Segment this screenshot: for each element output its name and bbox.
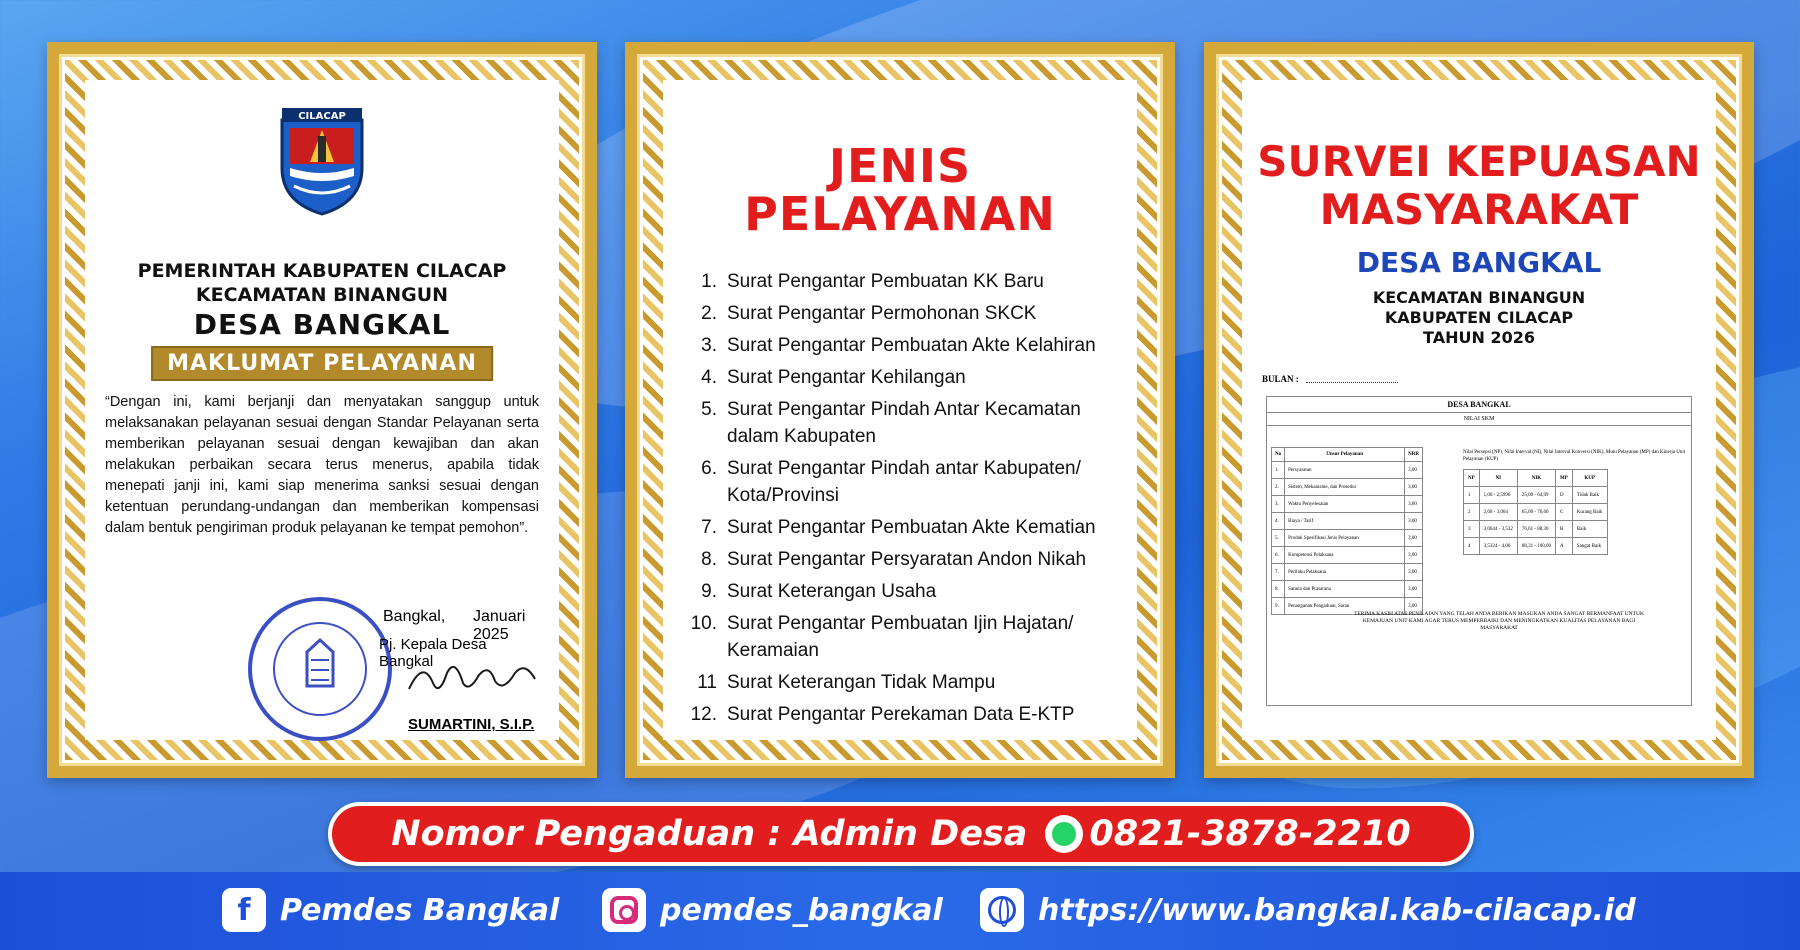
list-item <box>683 332 1119 359</box>
list-number: 11 <box>697 672 717 693</box>
cell-no: 4. <box>1272 513 1285 530</box>
instagram-icon <box>602 888 646 932</box>
cell: 4 <box>1464 538 1480 555</box>
list-number: 8. <box>701 549 717 570</box>
gov-line-regency: PEMERINTAH KABUPATEN CILACAP <box>137 260 507 282</box>
table-header-row <box>1272 448 1423 462</box>
survey-region <box>1260 288 1698 348</box>
table-row <box>1464 538 1608 555</box>
list-item <box>683 546 1119 573</box>
sign-role: Pj. Kepala Desa Bangkal <box>379 636 487 670</box>
globe-icon <box>980 888 1024 932</box>
column-header: NI <box>1479 470 1517 487</box>
cell-no: 7. <box>1272 564 1285 581</box>
table-row <box>1272 581 1423 598</box>
list-number: 5. <box>701 399 717 420</box>
cell: Tidak Baik <box>1572 487 1607 504</box>
service-label: Surat Pengantar Pembuatan KK Baru <box>727 271 1044 292</box>
table-row <box>1464 521 1608 538</box>
thank-you-note: TERIMA KASIH ATAS PENILAIAN YANG TELAH ANDA BERIKAN MASUKAN ANDA SANGAT BERMANFAAT UNTUK KEMAJUAN UNIT KAMI AGAR TERUS MEMPERBAIKI DAN MENINGKATKAN KUALITAS PELAYANAN BAGI MASYARAKAT <box>1354 611 1644 631</box>
table-row <box>1464 504 1608 521</box>
table-row <box>1272 462 1423 479</box>
services-title <box>681 139 1119 241</box>
cell: 25,00 - 64,99 <box>1517 487 1555 504</box>
service-label: Surat Pengantar Permohonan SKCK <box>727 303 1037 324</box>
services-title-line2: PELAYANAN <box>744 187 1056 241</box>
cell: 76,61 - 88,30 <box>1517 521 1555 538</box>
list-number: 7. <box>701 517 717 538</box>
table-header-row <box>1464 470 1608 487</box>
survey-regency: KABUPATEN CILACAP <box>1384 308 1574 327</box>
skm-table <box>1271 447 1423 615</box>
list-number: 3. <box>701 335 717 356</box>
cell-unsur: Biaya / Tarif <box>1285 513 1405 530</box>
cell: 88,31 - 100,00 <box>1517 538 1555 555</box>
service-label: Surat Pengantar Pembuatan Ijin Hajatan/ Keramaian <box>727 613 1074 661</box>
cell-no: 8. <box>1272 581 1285 598</box>
list-item <box>683 300 1119 327</box>
service-label: Surat Keterangan Tidak Mampu <box>727 672 996 693</box>
list-item <box>683 514 1119 541</box>
list-item <box>683 396 1119 450</box>
list-item <box>683 578 1119 605</box>
survey-district: KECAMATAN BINANGUN <box>1372 288 1586 307</box>
cell: 65,00 - 76,60 <box>1517 504 1555 521</box>
cell: Sangat Baik <box>1572 538 1607 555</box>
column-header: KUP <box>1572 470 1607 487</box>
cell: 1 <box>1464 487 1480 504</box>
service-label: Surat Pengantar Perekaman Data E-KTP <box>727 704 1075 725</box>
cell-nrr: 3,00 <box>1405 479 1423 496</box>
services-list <box>683 268 1119 733</box>
cell: Baik <box>1572 521 1607 538</box>
cell: 3,0644 - 3,532 <box>1479 521 1517 538</box>
complaint-banner <box>328 802 1474 866</box>
list-item <box>683 455 1119 509</box>
survey-title-line1: SURVEI KEPUASAN <box>1257 137 1701 186</box>
cell-no: 6. <box>1272 547 1285 564</box>
list-item <box>683 701 1119 728</box>
survey-panel <box>1204 42 1754 778</box>
survey-village: DESA BANGKAL <box>1356 246 1602 279</box>
facebook-label: Pemdes Bangkal <box>280 892 560 928</box>
skm-document <box>1266 396 1692 706</box>
cell: 1,00 - 2,5996 <box>1479 487 1517 504</box>
skm-subtitle: NILAI SKM <box>1267 413 1691 426</box>
sign-date: Januari 2025 <box>473 608 526 643</box>
cell-nrr: 3,00 <box>1405 496 1423 513</box>
cell-unsur: Perilaku Pelaksana <box>1285 564 1405 581</box>
services-title-line1: JENIS <box>828 139 972 193</box>
cell: 2 <box>1464 504 1480 521</box>
signature-icon <box>403 653 543 703</box>
column-header: NP <box>1464 470 1480 487</box>
cell: D <box>1556 487 1573 504</box>
cell-no: 1. <box>1272 462 1285 479</box>
survey-year: TAHUN 2026 <box>1423 328 1535 347</box>
table-row <box>1272 530 1423 547</box>
cell-unsur: Kompetensi Pelaksana <box>1285 547 1405 564</box>
skm-title: DESA BANGKAL <box>1267 397 1691 413</box>
service-label: Surat Keterangan Usaha <box>727 581 937 602</box>
maklumat-panel <box>47 42 597 778</box>
cell-nrr: 3,00 <box>1405 513 1423 530</box>
column-header: NRR <box>1405 448 1423 462</box>
website-label: https://www.bangkal.kab-cilacap.id <box>1038 892 1636 928</box>
list-item <box>683 268 1119 295</box>
logo-text: CILACAP <box>298 111 346 122</box>
instagram-label: pemdes_bangkal <box>660 892 943 928</box>
list-item <box>683 364 1119 391</box>
table-row <box>1272 513 1423 530</box>
cell-unsur: Waktu Penyelesaian <box>1285 496 1405 513</box>
website-link[interactable] <box>980 888 1636 932</box>
column-header: Unsur Pelayanan <box>1285 448 1405 462</box>
services-panel <box>625 42 1175 778</box>
service-label: Surat Pengantar Pindah antar Kabupaten/ Kota/Provinsi <box>727 458 1081 506</box>
cell-nrr: 3,00 <box>1405 462 1423 479</box>
cell-unsur: Produk Spesifikasi Jenis Pelayanan <box>1285 530 1405 547</box>
list-number: 4. <box>701 367 717 388</box>
column-header: MP <box>1556 470 1573 487</box>
whatsapp-icon <box>1045 815 1083 853</box>
month-label: BULAN : <box>1262 374 1299 384</box>
list-number: 6. <box>701 458 717 479</box>
list-number: 1. <box>701 271 717 292</box>
list-number: 10. <box>690 613 717 634</box>
cell-unsur: Penanganan Pengaduan, Saran <box>1285 598 1405 615</box>
signatory-name: SUMARTINI, S.I.P. <box>408 716 535 733</box>
interval-table <box>1463 469 1608 555</box>
cell-unsur: Sistem, Mekanisme, dan Prosedur <box>1285 479 1405 496</box>
cell: 2,60 - 3,064 <box>1479 504 1517 521</box>
cell-nrr: 3,00 <box>1405 547 1423 564</box>
service-label: Surat Pengantar Pembuatan Akte Kelahiran <box>727 335 1096 356</box>
cell-no: 9. <box>1272 598 1285 615</box>
service-label: Surat Pengantar Pembuatan Akte Kematian <box>727 517 1096 538</box>
column-header: No <box>1272 448 1285 462</box>
cell: B <box>1556 521 1573 538</box>
table-row <box>1272 496 1423 513</box>
cell: A <box>1556 538 1573 555</box>
service-label: Surat Pengantar Persyaratan Andon Nikah <box>727 549 1087 570</box>
list-number: 12. <box>690 704 717 725</box>
cell-unsur: Persyaratan <box>1285 462 1405 479</box>
cell: C <box>1556 504 1573 521</box>
column-header: NIK <box>1517 470 1555 487</box>
cell-unsur: Sarana dan Prasarana <box>1285 581 1405 598</box>
cell-nrr: 3,00 <box>1405 598 1423 615</box>
service-label: Surat Pengantar Kehilangan <box>727 367 966 388</box>
interval-note: Nilai Persepsi (NP), Nilai Interval (NI), Nilai Interval Konversi (NIK), Mutu Pelayanan (MP) dan Kinerja Unit Pelayanan (KUP) <box>1463 450 1686 462</box>
table-row <box>1272 547 1423 564</box>
instagram-link[interactable] <box>602 888 943 932</box>
facebook-icon: f <box>222 888 266 932</box>
cell-nrr: 3,00 <box>1405 564 1423 581</box>
list-number: 9. <box>701 581 717 602</box>
survey-title <box>1250 138 1708 234</box>
table-row <box>1464 487 1608 504</box>
service-statement: “Dengan ini, kami berjanji dan menyatakan sanggup untuk melaksanakan pelayanan sesuai dengan Standar Pelayanan serta memberikan pelayanan sesuai dengan kewajiban dan akan melakukan perbaikan secara terus menerus, apabila tidak menepati janji ini, kami siap menerima sanksi sesuai dengan ketentuan perundang-undangan dan memberikan kompensasi dalam bentuk pengiriman produk pelayanan ke tempat pemohon”. <box>105 394 539 536</box>
cell-no: 5. <box>1272 530 1285 547</box>
complaint-label: Nomor Pengaduan : Admin Desa <box>391 814 1028 854</box>
village-stamp-icon <box>245 594 395 744</box>
cell: 3,5324 - 4,00 <box>1479 538 1517 555</box>
survey-title-line2: MASYARAKAT <box>1319 185 1639 234</box>
cell-no: 3. <box>1272 496 1285 513</box>
list-item <box>683 669 1119 696</box>
table-row <box>1272 564 1423 581</box>
cell-nrr: 3,00 <box>1405 581 1423 598</box>
service-label: Surat Pengantar Pindah Antar Kecamatan dalam Kabupaten <box>727 399 1081 447</box>
gov-line-district: KECAMATAN BINANGUN <box>195 284 449 306</box>
list-item <box>683 610 1119 664</box>
cell: 3 <box>1464 521 1480 538</box>
sign-place: Bangkal, <box>383 608 446 625</box>
gov-line-village: DESA BANGKAL <box>193 308 451 341</box>
cell-nrr: 3,00 <box>1405 530 1423 547</box>
list-number: 2. <box>701 303 717 324</box>
complaint-phone[interactable]: 0821-3878-2210 <box>1089 814 1411 854</box>
cell: Kurang Baik <box>1572 504 1607 521</box>
month-field-line <box>1306 382 1398 383</box>
cilacap-crest-icon <box>274 106 370 216</box>
cell-no: 2. <box>1272 479 1285 496</box>
maklumat-badge: MAKLUMAT PELAYANAN <box>151 346 493 381</box>
facebook-link[interactable] <box>222 888 559 932</box>
table-row <box>1272 479 1423 496</box>
